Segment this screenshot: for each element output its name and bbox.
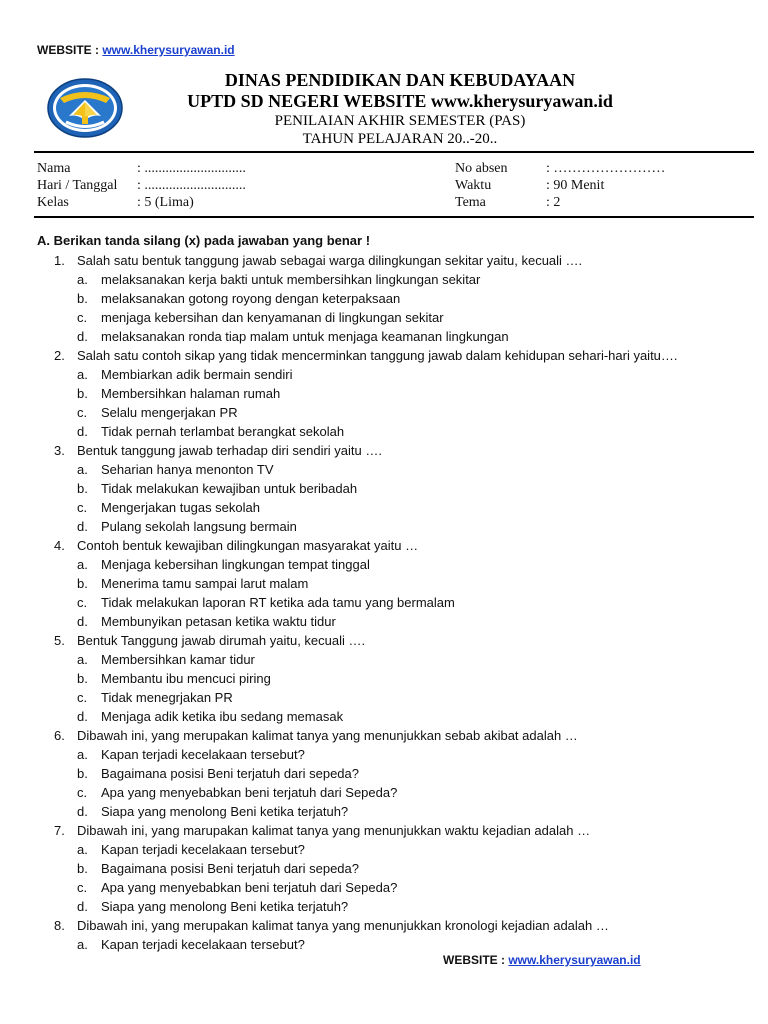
question-number: 3. <box>54 443 65 458</box>
option-text: Membunyikan petasan ketika waktu tidur <box>101 614 336 629</box>
exam-title: PENILAIAN AKHIR SEMESTER (PAS) <box>274 113 526 129</box>
option-text: Apa yang menyebabkan beni terjatuh dari Sepeda? <box>101 880 398 895</box>
time-label: Waktu <box>455 178 492 193</box>
website-link[interactable]: www.kherysuryawan.id <box>508 953 641 967</box>
option-text: Membersihkan halaman rumah <box>101 386 281 401</box>
class-label: Kelas <box>37 195 69 210</box>
option-text: Tidak menegrjakan PR <box>101 690 233 705</box>
option-text: Seharian hanya menonton TV <box>101 462 274 477</box>
theme-value: : 2 <box>546 195 561 210</box>
option-text: Apa yang menyebabkan beni terjatuh dari Sepeda? <box>101 785 398 800</box>
answer-option[interactable] <box>37 593 757 612</box>
option-text: melaksanakan kerja bakti untuk membersihkan lingkungan sekitar <box>101 272 481 287</box>
option-letter: b. <box>77 576 88 591</box>
option-letter: c. <box>77 785 88 800</box>
option-letter: b. <box>77 671 88 686</box>
time-value: : 90 Menit <box>546 178 605 193</box>
option-letter: c. <box>77 405 88 420</box>
questions <box>37 251 757 954</box>
answer-option[interactable] <box>37 669 757 688</box>
name-label: Nama <box>37 161 71 176</box>
question-text: Salah satu bentuk tanggung jawab sebagai warga dilingkungan sekitar yaitu, kecuali …. <box>77 253 583 268</box>
option-letter: a. <box>77 557 88 572</box>
option-text: Siapa yang menolong Beni ketika terjatuh? <box>101 804 349 819</box>
info-row-date <box>37 177 757 194</box>
option-text: Membersihkan kamar tidur <box>101 652 255 667</box>
option-letter: c. <box>77 880 88 895</box>
option-text: Tidak pernah terlambat berangkat sekolah <box>101 424 345 439</box>
answer-option[interactable] <box>37 764 757 783</box>
answer-option[interactable] <box>37 327 757 346</box>
question-text: Dibawah ini, yang merupakan kalimat tanya yang menunjukkan kronologi kejadian adalah … <box>77 918 609 933</box>
option-letter: a. <box>77 842 88 857</box>
answer-option[interactable] <box>37 935 757 954</box>
school-title: UPTD SD NEGERI WEBSITE www.kherysuryawan.id <box>187 91 613 111</box>
option-text: Membiarkan adik bermain sendiri <box>101 367 293 382</box>
info-divider <box>34 216 754 218</box>
answer-option[interactable] <box>37 745 757 764</box>
answer-option[interactable] <box>37 479 757 498</box>
info-row-name <box>37 160 757 177</box>
question-number: 7. <box>54 823 65 838</box>
question-number: 8. <box>54 918 65 933</box>
question-number: 5. <box>54 633 65 648</box>
absen-label: No absen <box>455 161 508 176</box>
section-title: A. Berikan tanda silang (x) pada jawaban yang benar ! <box>37 233 371 248</box>
student-info <box>37 160 757 211</box>
answer-option[interactable] <box>37 802 757 821</box>
option-text: Tidak melakukan kewajiban untuk beribadah <box>101 481 358 496</box>
answer-option[interactable] <box>37 555 757 574</box>
answer-option[interactable] <box>37 574 757 593</box>
option-text: Kapan terjadi kecelakaan tersebut? <box>101 937 305 952</box>
answer-option[interactable] <box>37 688 757 707</box>
question-number: 1. <box>54 253 65 268</box>
option-letter: d. <box>77 804 88 819</box>
website-label: WEBSITE : <box>443 953 509 967</box>
answer-option[interactable] <box>37 270 757 289</box>
agency-title: DINAS PENDIDIKAN DAN KEBUDAYAAN <box>224 70 576 90</box>
question-number: 2. <box>54 348 65 363</box>
question-list <box>37 231 757 954</box>
question-item <box>37 536 757 555</box>
question-item <box>37 251 757 270</box>
option-letter: b. <box>77 481 88 496</box>
question-text: Contoh bentuk kewajiban dilingkungan masyarakat yaitu … <box>77 538 419 553</box>
option-letter: c. <box>77 500 88 515</box>
website-label: WEBSITE : <box>37 43 103 57</box>
answer-option[interactable] <box>37 289 757 308</box>
option-letter: a. <box>77 462 88 477</box>
option-letter: a. <box>77 937 88 952</box>
answer-option[interactable] <box>37 384 757 403</box>
answer-option[interactable] <box>37 783 757 802</box>
option-text: Menerima tamu sampai larut malam <box>101 576 309 591</box>
answer-option[interactable] <box>37 517 757 536</box>
option-text: menjaga kebersihan dan kenyamanan di lingkungan sekitar <box>101 310 444 325</box>
option-text: Kapan terjadi kecelakaan tersebut? <box>101 842 305 857</box>
letterhead <box>150 70 650 148</box>
option-letter: b. <box>77 386 88 401</box>
question-number: 4. <box>54 538 65 553</box>
answer-option[interactable] <box>37 460 757 479</box>
answer-option[interactable] <box>37 840 757 859</box>
option-text: Kapan terjadi kecelakaan tersebut? <box>101 747 305 762</box>
class-value: : 5 (Lima) <box>137 195 194 210</box>
answer-option[interactable] <box>37 897 757 916</box>
option-letter: c. <box>77 595 88 610</box>
academic-year: TAHUN PELAJARAN 20..-20.. <box>302 131 498 147</box>
question-item <box>37 726 757 745</box>
answer-option[interactable] <box>37 403 757 422</box>
option-letter: a. <box>77 367 88 382</box>
option-letter: a. <box>77 747 88 762</box>
question-item <box>37 346 757 365</box>
question-item <box>37 916 757 935</box>
option-letter: d. <box>77 709 88 724</box>
question-text: Bentuk tanggung jawab terhadap diri sendiri yaitu …. <box>77 443 382 458</box>
question-item <box>37 821 757 840</box>
option-text: Siapa yang menolong Beni ketika terjatuh? <box>101 899 349 914</box>
question-text: Bentuk Tanggung jawab dirumah yaitu, kecuali …. <box>77 633 366 648</box>
option-letter: d. <box>77 519 88 534</box>
date-value: : ............................. <box>137 178 246 193</box>
question-text: Dibawah ini, yang marupakan kalimat tanya yang menunjukkan waktu kejadian adalah … <box>77 823 591 838</box>
option-letter: a. <box>77 272 88 287</box>
answer-option[interactable] <box>37 859 757 878</box>
date-label: Hari / Tanggal <box>37 178 118 193</box>
option-letter: d. <box>77 329 88 344</box>
option-letter: d. <box>77 899 88 914</box>
answer-option[interactable] <box>37 365 757 384</box>
option-text: melaksanakan ronda tiap malam untuk menjaga keamanan lingkungan <box>101 329 509 344</box>
option-letter: b. <box>77 861 88 876</box>
answer-option[interactable] <box>37 308 757 327</box>
website-footer <box>443 953 641 967</box>
website-link[interactable]: www.kherysuryawan.id <box>102 43 235 57</box>
answer-option[interactable] <box>37 422 757 441</box>
question-text: Dibawah ini, yang merupakan kalimat tanya yang menunjukkan sebab akibat adalah … <box>77 728 578 743</box>
option-letter: a. <box>77 652 88 667</box>
option-letter: d. <box>77 614 88 629</box>
question-item <box>37 631 757 650</box>
option-text: melaksanakan gotong royong dengan keterpaksaan <box>101 291 401 306</box>
website-header <box>37 43 235 57</box>
info-row-class <box>37 194 757 211</box>
theme-label: Tema <box>455 195 486 210</box>
option-text: Menjaga adik ketika ibu sedang memasak <box>101 709 344 724</box>
option-text: Selalu mengerjakan PR <box>101 405 238 420</box>
option-text: Bagaimana posisi Beni terjatuh dari sepeda? <box>101 766 360 781</box>
option-letter: c. <box>77 690 88 705</box>
option-text: Menjaga kebersihan lingkungan tempat tinggal <box>101 557 370 572</box>
option-text: Pulang sekolah langsung bermain <box>101 519 297 534</box>
answer-option[interactable] <box>37 498 757 517</box>
absen-value: : …………………… <box>546 161 666 176</box>
name-value: : ............................. <box>137 161 246 176</box>
question-number: 6. <box>54 728 65 743</box>
option-letter: c. <box>77 310 88 325</box>
question-text: Salah satu contoh sikap yang tidak mencerminkan tanggung jawab dalam kehidupan sehari-hari yaitu…. <box>77 348 678 363</box>
option-text: Membantu ibu mencuci piring <box>101 671 271 686</box>
answer-option[interactable] <box>37 878 757 897</box>
option-text: Tidak melakukan laporan RT ketika ada tamu yang bermalam <box>101 595 455 610</box>
answer-option[interactable] <box>37 612 757 631</box>
answer-option[interactable] <box>37 707 757 726</box>
option-letter: b. <box>77 766 88 781</box>
question-item <box>37 441 757 460</box>
option-letter: b. <box>77 291 88 306</box>
option-letter: d. <box>77 424 88 439</box>
tut-wuri-handayani-logo-icon <box>46 76 124 138</box>
option-text: Bagaimana posisi Beni terjatuh dari sepeda? <box>101 861 360 876</box>
answer-option[interactable] <box>37 650 757 669</box>
option-text: Mengerjakan tugas sekolah <box>101 500 260 515</box>
header-divider <box>34 151 754 153</box>
